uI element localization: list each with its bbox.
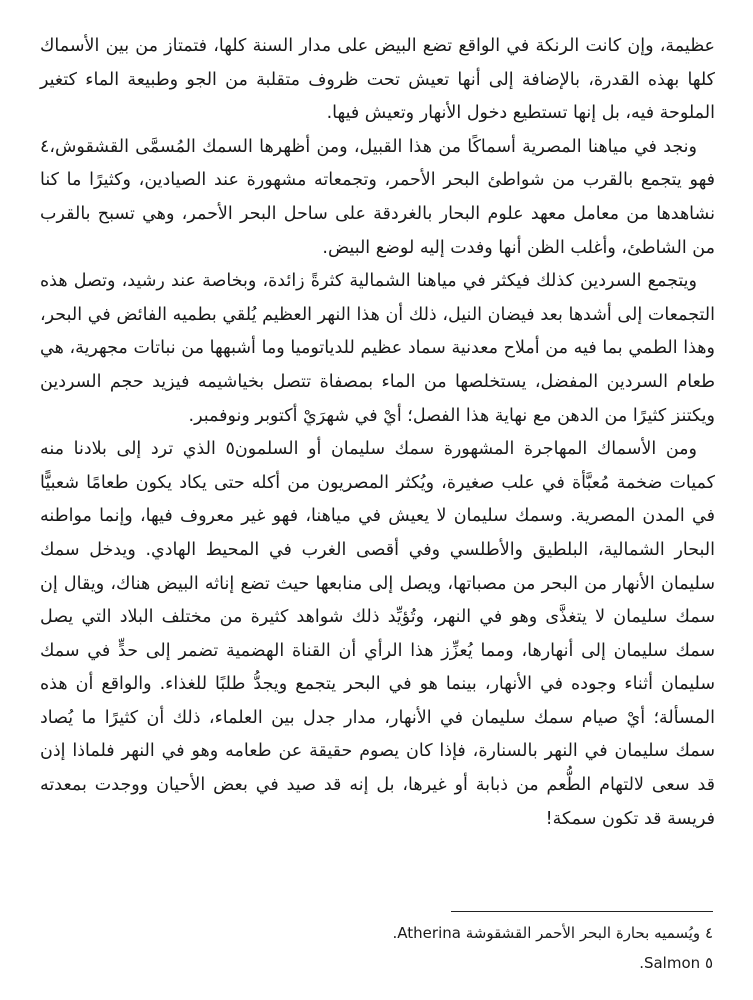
paragraph: ويتجمع السردين كذلك فيكثر في مياهنا الشمالية كثرةً زائدة، وبخاصة عند رشيد، وتصل هذه التجمعات إلى أشدها بعد فيضان النيل، ذلك أن هذا النهر العظيم يُلقي بطميه الفائض في البحر، وهذا الطمي بما فيه من أملاح معدنية سماد عظيم للدياتوميا وما أشبهها من نباتات مجهرية، هي طعام السردين المفضل، يستخلصها من الماء بمصفاة تتصل بخياشيمه فيزيد حجم السردين ويكتنز كثيرًا من الدهن مع نهاية هذا الفصل؛ أيْ في شهرَيْ أكتوبر ونوفمبر. bbox=[40, 271, 715, 426]
page-body bbox=[40, 30, 715, 836]
paragraph: عظيمة، وإن كانت الرنكة في الواقع تضع البيض على مدار السنة كلها، فتمتاز من بين الأسماك كلها بهذه القدرة، بالإضافة إلى أنها تعيش تحت ظروف متقلبة من الجو وطبيعة الماء كتغير الملوحة فيه، بل إنها تستطيع دخول الأنهار وتعيش فيها. bbox=[40, 36, 715, 124]
paragraph: ومن الأسماك المهاجرة المشهورة سمك سليمان أو السلمون٥ الذي ترد إلى بلادنا منه كميات ضخمة مُعبَّأة في علب صغيرة، ويُكثر المصريون من أكله حتى يكاد يكون طعامًا شعبيًّا في المدن المصرية. وسمك سليمان لا يعيش في مياهنا، فهو غير معروف فيها، وإنما مواطنه البحار الشمالية، البلطيق والأطلسي وفي أقصى الغرب في المحيط الهادي. ويدخل سمك سليمان الأنهار من البحر من مصباتها، ويصل إلى منابعها حيث تضع إناثه البيض هناك، ويقال إن سمك سليمان لا يتغذَّى وهو في النهر، وتُؤيِّد ذلك شواهد كثيرة من مختلف البلاد التي يصل سمك سليمان إلى أنهارها، ومما يُعزِّز هذا الرأي أن القناة الهضمية تضمر إلى حدٍّ في سمك سليمان أثناء وجوده في الأنهار، بينما هو في البحر يتجمع ويجدُّ طلبًا للغذاء. والواقع أن هذه المسألة؛ أيْ صيام سمك سليمان في الأنهار، مدار جدل بين العلماء، ذلك أن كثيرًا ما يُصاد سمك سليمان في النهر بالسنارة، فإذا كان يصوم حقيقة عن طعامه وهو في النهر فلماذا إذن قد سعى لالتهام الطُّعم من ذبابة أو غيرها، بل إنه قد صيد في بعض الأحيان ووجدت بمعدته فريسة قد تكون سمكة! bbox=[40, 439, 715, 829]
paragraph: ونجد في مياهنا المصرية أسماكًا من هذا القبيل، ومن أظهرها السمك المُسمَّى القشقوش،٤ فهو يتجمع بالقرب من شواطئ البحر الأحمر، وتجمعاته مشهورة عند الصيادين، وكثيرًا ما كنا نشاهدها من معامل معهد علوم البحار بالغردقة على ساحل البحر الأحمر، وهي تسبح بالقرب من الشاطئ، وأغلب الظن أنها وفدت إليه لوضع البيض. bbox=[40, 136, 715, 258]
footnote-4: ٤ ويُسميه بحارة البحر الأحمر القشقوشة Atherina. bbox=[392, 924, 713, 942]
footnote-divider bbox=[451, 911, 713, 912]
footnotes bbox=[38, 918, 713, 978]
footnote-5: ٥ Salmon. bbox=[639, 954, 713, 972]
